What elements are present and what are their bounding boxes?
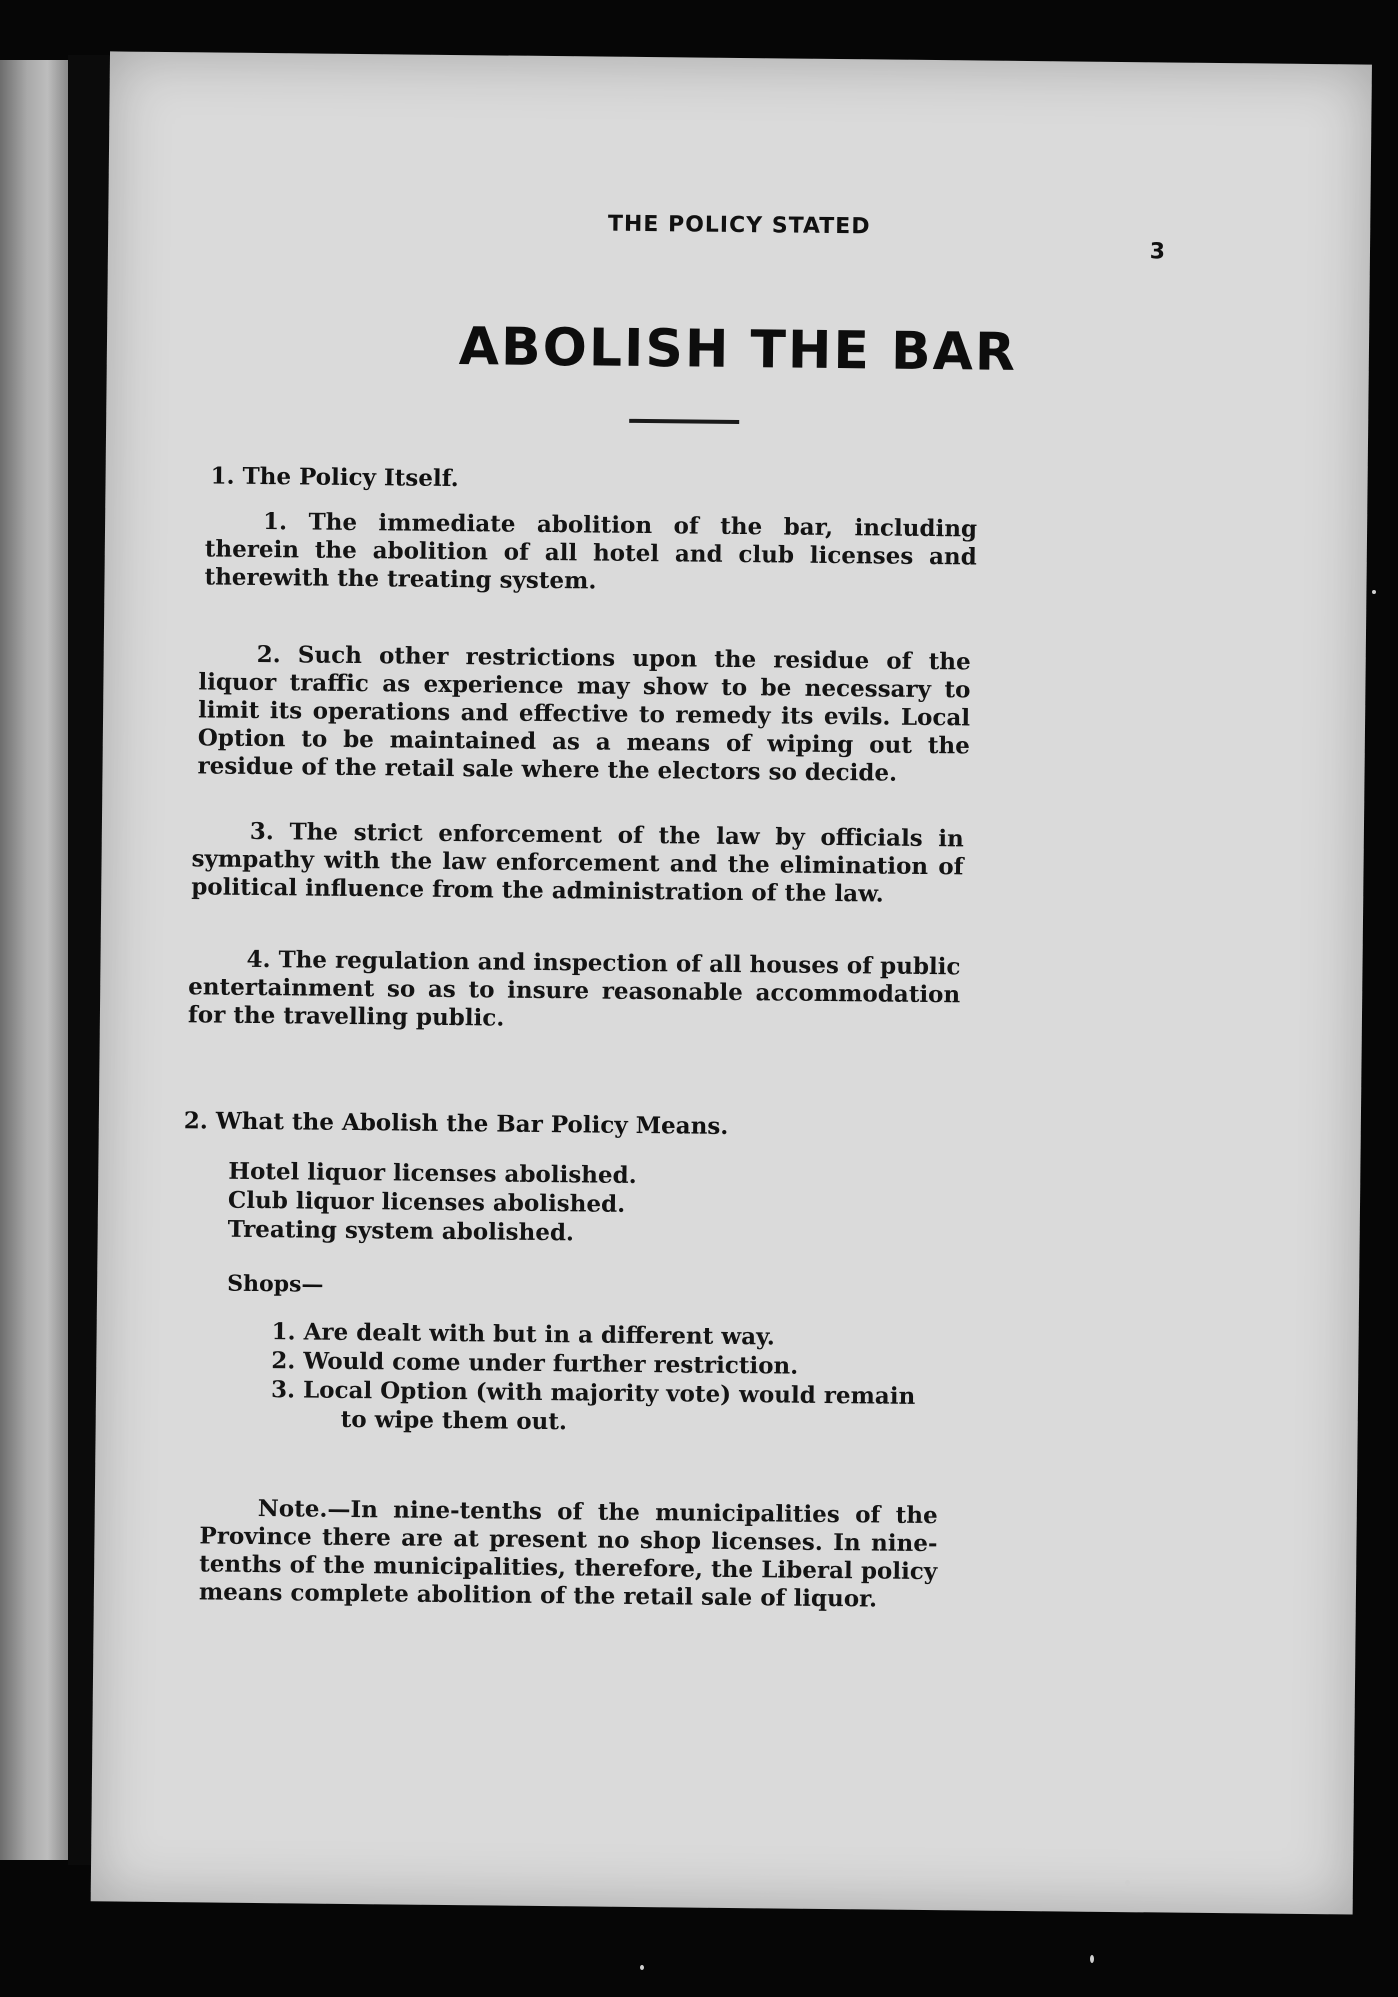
scan-speck <box>640 1965 644 1970</box>
scan-speck <box>1372 590 1376 594</box>
shops-item-1: 1. Are dealt with but in a different way. <box>271 1318 775 1351</box>
section-2-heading: 2. What the Abolish the Bar Policy Means. <box>183 1107 729 1140</box>
shops-heading: Shops— <box>227 1270 324 1298</box>
policy-paragraph-4 <box>188 945 961 1037</box>
paragraph-text: 3. The strict enforcement of the law by officials in sympathy with the law enforcement and the elimination of political influence from the administration of the law. <box>191 817 964 908</box>
shops-item-3: 3. Local Option (with majority vote) would remain <box>270 1376 916 1410</box>
paragraph-text: 1. The immediate abolition of the bar, including therein the abolition of all hotel and club licenses and therewith the treating system. <box>204 508 978 595</box>
facing-page-edge <box>0 60 68 1860</box>
page-title: ABOLISH THE BAR <box>458 317 1018 383</box>
scan-speck <box>1125 1880 1130 1886</box>
title-rule <box>629 419 739 424</box>
page-number: 3 <box>1149 239 1166 265</box>
document-page <box>91 51 1372 1914</box>
section-1-heading: 1. The Policy Itself. <box>210 462 459 493</box>
means-line-1: Hotel liquor licenses abolished. <box>228 1157 637 1189</box>
shops-item-2: 2. Would come under further restriction. <box>271 1347 799 1380</box>
note-text: Note.—In nine-tenths of the municipalities of the Province there are at present no shop licenses. In nine-tenths of the municipalities, therefore, the Liberal policy means complete abolition of the retail sale of liquor. <box>198 1495 938 1613</box>
policy-paragraph-2 <box>197 640 970 788</box>
means-line-2: Club liquor licenses abolished. <box>227 1186 626 1218</box>
running-head: THE POLICY STATED <box>607 211 871 240</box>
shops-item-3-continued: to wipe them out. <box>340 1405 568 1436</box>
scan-speck <box>1090 1955 1094 1963</box>
policy-paragraph-3 <box>191 817 964 909</box>
policy-paragraph-1 <box>204 507 977 599</box>
paragraph-text: 2. Such other restrictions upon the residue of the liquor traffic as experience may show to be necessary to limit its operations and effective to remedy its evils. Local Option to be maintained as a means of wiping out the residue of the retail sale where the electors so decide. <box>197 640 971 787</box>
paragraph-text: 4. The regulation and inspection of all houses of public entertainment so as to insure reasonable accommodation for the travelling public. <box>187 945 961 1032</box>
means-line-3: Treating system abolished. <box>227 1215 575 1247</box>
note-paragraph <box>199 1494 938 1614</box>
